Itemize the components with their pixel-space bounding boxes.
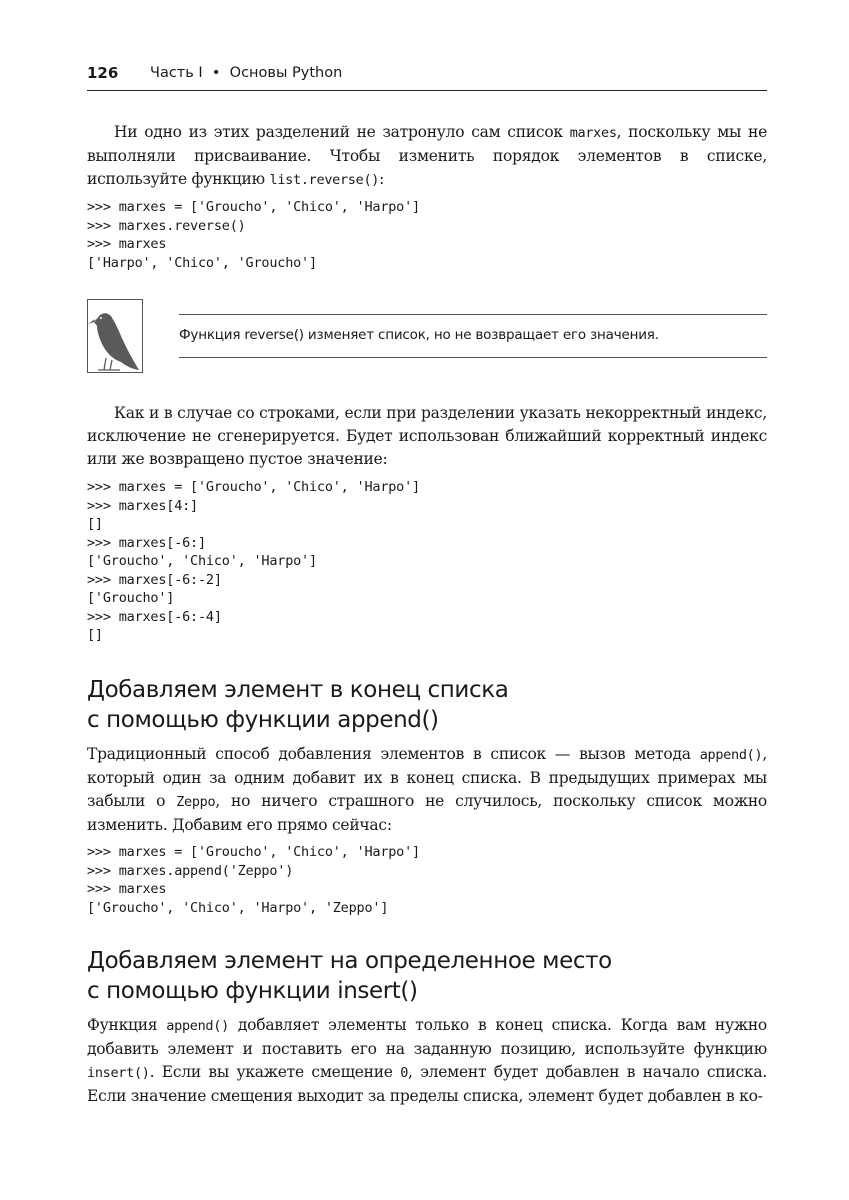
inline-code: marxes <box>569 125 617 141</box>
code-block-slices: >>> marxes = ['Groucho', 'Chico', 'Harpo'] >>> marxes[4:] [] >>> marxes[-6:] ['Groucho', 'Chico', 'Harpo'] >>> marxes[-6:-2] ['Groucho'] >>> marxes[-6:-4] [] <box>87 479 420 643</box>
page-number: 126 <box>87 64 119 82</box>
inline-code: insert() <box>87 1065 150 1081</box>
inline-code: append() <box>699 747 763 763</box>
crow-icon <box>87 299 143 373</box>
note-text: Функция reverse() изменяет список, но не возвращает его значения. <box>179 327 659 343</box>
code-block-reverse: >>> marxes = ['Groucho', 'Chico', 'Harpo'] >>> marxes.reverse() >>> marxes ['Harpo', 'Chico', 'Groucho'] <box>87 199 420 271</box>
inline-code: append() <box>166 1018 229 1034</box>
inline-code: Zeppo <box>176 794 216 810</box>
paragraph-slice-index: Как и в случае со строками, если при разделении указать некорректный индекс, исключение не сгенерируется. Будет использован ближайший корректный индекс или же возвращено пустое значение: <box>87 404 767 468</box>
paragraph-insert: Функция append() добавляет элементы только в конец списка. Когда вам нужно добавить элемент и поставить его на заданную позицию, используйте функцию insert(). Если вы укажете смещение 0, элемент будет добавлен в начало списка. Если значение смещения выходит за пределы списка, элемент будет добавлен в ко- <box>87 1016 768 1105</box>
running-title: Часть I • Основы Python <box>150 65 343 81</box>
inline-code: list.reverse() <box>269 172 380 188</box>
code-block-append: >>> marxes = ['Groucho', 'Chico', 'Harpo'] >>> marxes.append('Zeppo') >>> marxes ['Groucho', 'Chico', 'Harpo', 'Zeppo'] <box>87 844 420 916</box>
section-heading-insert: Добавляем элемент на определенное место с помощью функции insert() <box>87 948 612 1004</box>
inline-code: 0 <box>400 1065 409 1081</box>
paragraph-reverse-intro: Ни одно из этих разделений не затронуло сам список marxes, поскольку мы не выполняли присваивание. Чтобы изменить порядок элементов в списке, используйте функцию list.reverse(): <box>87 123 767 188</box>
section-heading-append: Добавляем элемент в конец списка с помощью функции append() <box>87 677 509 733</box>
paragraph-append: Традиционный способ добавления элементов в список — вызов метода append(), который один за одним добавит их в конец списка. В предыдущих примерах мы забыли о Zeppo, но ничего страшного не случилось, поскольку список можно изменить. Добавим его прямо сейчас: <box>87 745 767 834</box>
note-callout <box>179 314 767 358</box>
running-header <box>87 64 767 91</box>
